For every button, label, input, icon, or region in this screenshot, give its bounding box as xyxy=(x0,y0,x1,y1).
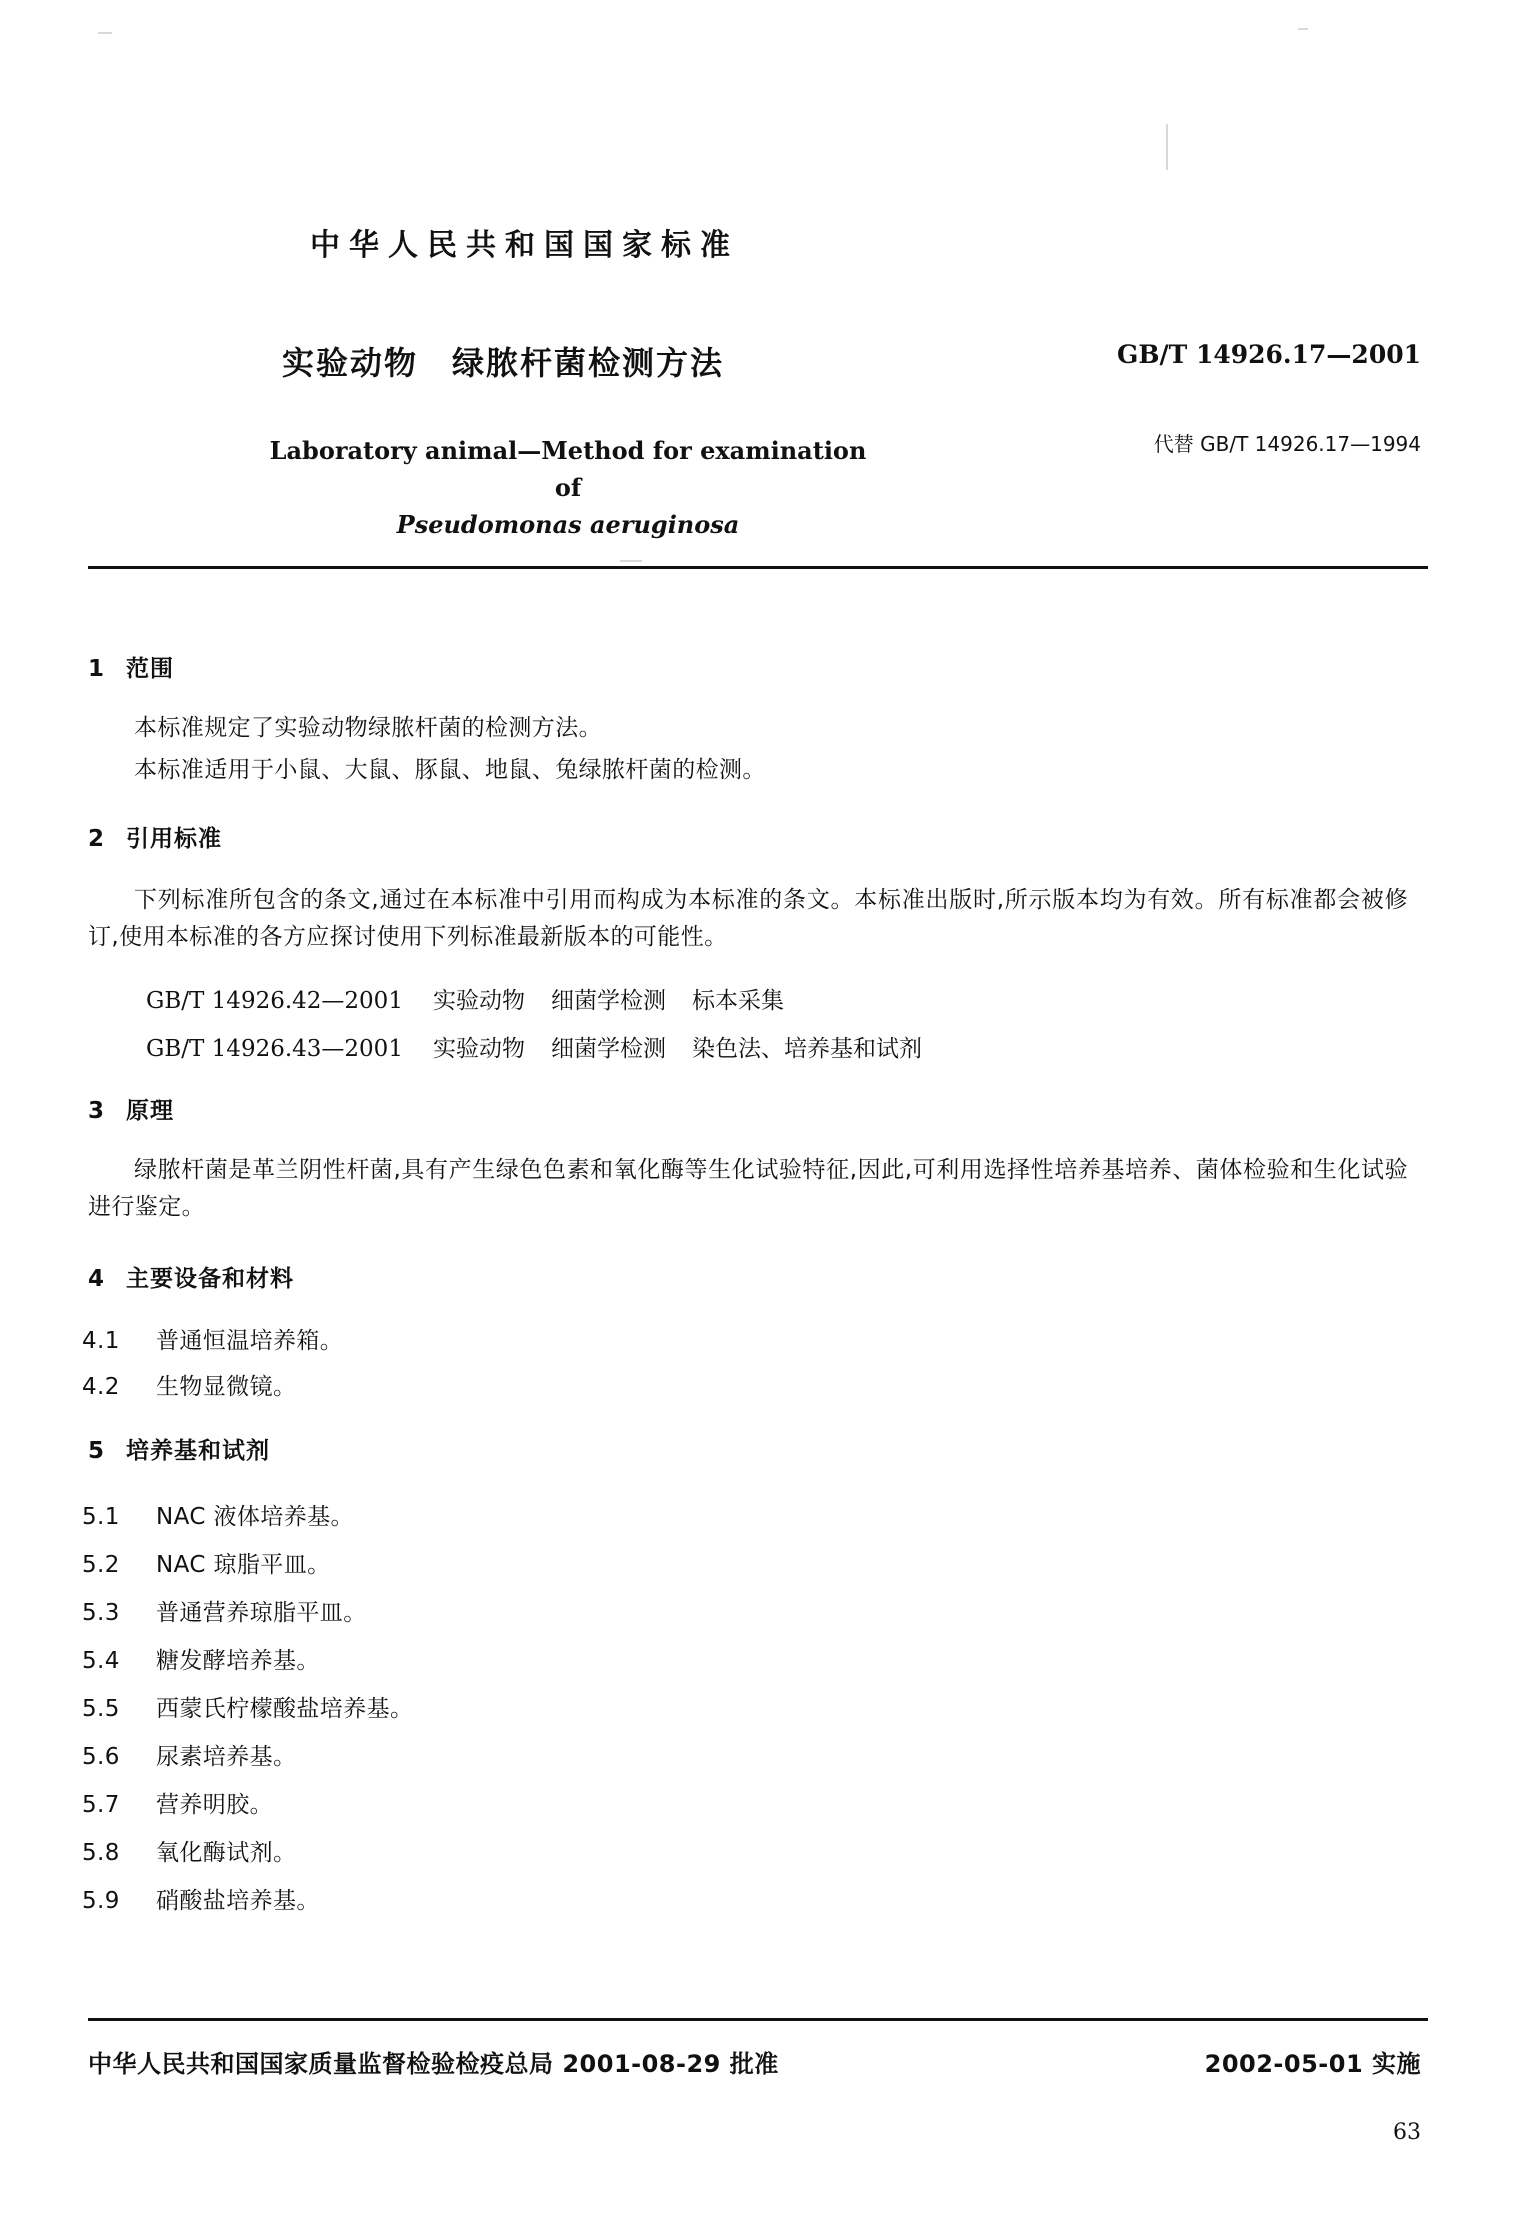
section-number-3: 3 xyxy=(88,1098,106,1124)
reference-code-2: GB/T 14926.43—2001 xyxy=(146,1036,403,1062)
item-text-4-1: 普通恒温培养箱。 xyxy=(156,1328,344,1354)
item-label-5-8: 5.8 xyxy=(82,1840,120,1866)
scan-artifact xyxy=(98,32,112,34)
list-item xyxy=(82,1498,354,1531)
footer-divider xyxy=(88,2018,1428,2021)
item-label-5-1: 5.1 xyxy=(82,1504,120,1530)
reference-text-2c: 染色法、培养基和试剂 xyxy=(691,1036,922,1062)
section-2-paragraph-1: 下列标准所包含的条文,通过在本标准中引用而构成为本标准的条文。本标准出版时,所示版本均为有效。所有标准都会被修订,使用本标准的各方应探讨使用下列标准最新版本的可能性。 xyxy=(88,887,1408,951)
page-title-part2: 绿脓杆菌检测方法 xyxy=(452,344,725,382)
list-item xyxy=(82,1322,343,1355)
item-label-4-1: 4.1 xyxy=(82,1328,120,1354)
section-title-3: 原理 xyxy=(126,1098,174,1124)
section-title-5: 培养基和试剂 xyxy=(126,1438,270,1464)
reference-text-1b: 细菌学检测 xyxy=(550,988,666,1014)
section-heading-4 xyxy=(88,1260,294,1293)
item-label-5-2: 5.2 xyxy=(82,1552,120,1578)
item-label-5-5: 5.5 xyxy=(82,1696,120,1722)
section-number-5: 5 xyxy=(88,1438,106,1464)
reference-text-1a: 实验动物 xyxy=(432,988,525,1014)
list-item xyxy=(82,1368,296,1401)
section-1-paragraph-1: 本标准规定了实验动物绿脓杆菌的检测方法。 xyxy=(134,715,602,741)
scan-artifact xyxy=(620,560,642,562)
implementation-date: 2002-05-01 实施 xyxy=(1204,2050,1421,2078)
section-heading-1 xyxy=(88,650,174,683)
reference-item-1 xyxy=(146,982,784,1015)
english-title-line1: Laboratory animal—Method for examination of xyxy=(269,436,867,503)
english-title xyxy=(268,432,868,544)
item-text-5-6: 尿素培养基。 xyxy=(156,1744,297,1770)
section-heading-5 xyxy=(88,1432,270,1465)
english-title-line2: Pseudomonas aeruginosa xyxy=(396,510,740,540)
item-label-5-6: 5.6 xyxy=(82,1744,120,1770)
section-number-1: 1 xyxy=(88,656,106,682)
standard-number: GB/T 14926.17—2001 xyxy=(1117,340,1421,369)
section-title-1: 范围 xyxy=(126,656,174,682)
list-item xyxy=(82,1786,273,1819)
item-label-5-3: 5.3 xyxy=(82,1600,120,1626)
reference-text-2a: 实验动物 xyxy=(432,1036,525,1062)
section-title-4: 主要设备和材料 xyxy=(126,1266,294,1292)
item-text-5-4: 糖发酵培养基。 xyxy=(156,1648,320,1674)
reference-text-1c: 标本采集 xyxy=(691,988,784,1014)
national-standard-heading: 中华人民共和国国家标准 xyxy=(310,228,739,263)
list-item xyxy=(82,1738,296,1771)
reference-item-2 xyxy=(146,1030,922,1063)
item-label-4-2: 4.2 xyxy=(82,1374,120,1400)
standard-replaces: 代替 GB/T 14926.17—1994 xyxy=(1153,432,1421,456)
item-text-5-9: 硝酸盐培养基。 xyxy=(156,1888,320,1914)
section-heading-2 xyxy=(88,820,222,853)
section-heading-3 xyxy=(88,1092,174,1125)
page-number: 63 xyxy=(1393,2120,1421,2145)
section-title-2: 引用标准 xyxy=(126,826,222,852)
list-item xyxy=(82,1594,367,1627)
header-divider xyxy=(88,566,1428,569)
page-title-part1: 实验动物 xyxy=(282,344,419,382)
section-number-2: 2 xyxy=(88,826,106,852)
item-label-5-9: 5.9 xyxy=(82,1888,120,1914)
section-1-paragraph-2: 本标准适用于小鼠、大鼠、豚鼠、地鼠、兔绿脓杆菌的检测。 xyxy=(134,757,766,783)
scan-artifact xyxy=(1298,28,1308,30)
reference-code-1: GB/T 14926.42—2001 xyxy=(146,988,403,1014)
item-text-5-8: 氧化酶试剂。 xyxy=(156,1840,297,1866)
scan-artifact xyxy=(1166,124,1168,170)
item-text-4-2: 生物显微镜。 xyxy=(156,1374,297,1400)
section-3-paragraph-1: 绿脓杆菌是革兰阴性杆菌,具有产生绿色色素和氧化酶等生化试验特征,因此,可利用选择性培养基培养、菌体检验和生化试验进行鉴定。 xyxy=(88,1157,1408,1221)
item-text-5-2: NAC 琼脂平皿。 xyxy=(156,1552,331,1578)
item-text-5-1: NAC 液体培养基。 xyxy=(156,1504,354,1530)
approval-statement: 中华人民共和国国家质量监督检验检疫总局 2001-08-29 批准 xyxy=(88,2050,779,2078)
list-item xyxy=(82,1642,320,1675)
list-item xyxy=(82,1882,320,1915)
list-item xyxy=(82,1834,296,1867)
item-label-5-4: 5.4 xyxy=(82,1648,120,1674)
item-label-5-7: 5.7 xyxy=(82,1792,120,1818)
page-title xyxy=(282,338,724,384)
item-text-5-3: 普通营养琼脂平皿。 xyxy=(156,1600,367,1626)
item-text-5-7: 营养明胶。 xyxy=(156,1792,273,1818)
list-item xyxy=(82,1690,413,1723)
reference-text-2b: 细菌学检测 xyxy=(550,1036,666,1062)
list-item xyxy=(82,1546,331,1579)
section-number-4: 4 xyxy=(88,1266,106,1292)
item-text-5-5: 西蒙氏柠檬酸盐培养基。 xyxy=(156,1696,414,1722)
